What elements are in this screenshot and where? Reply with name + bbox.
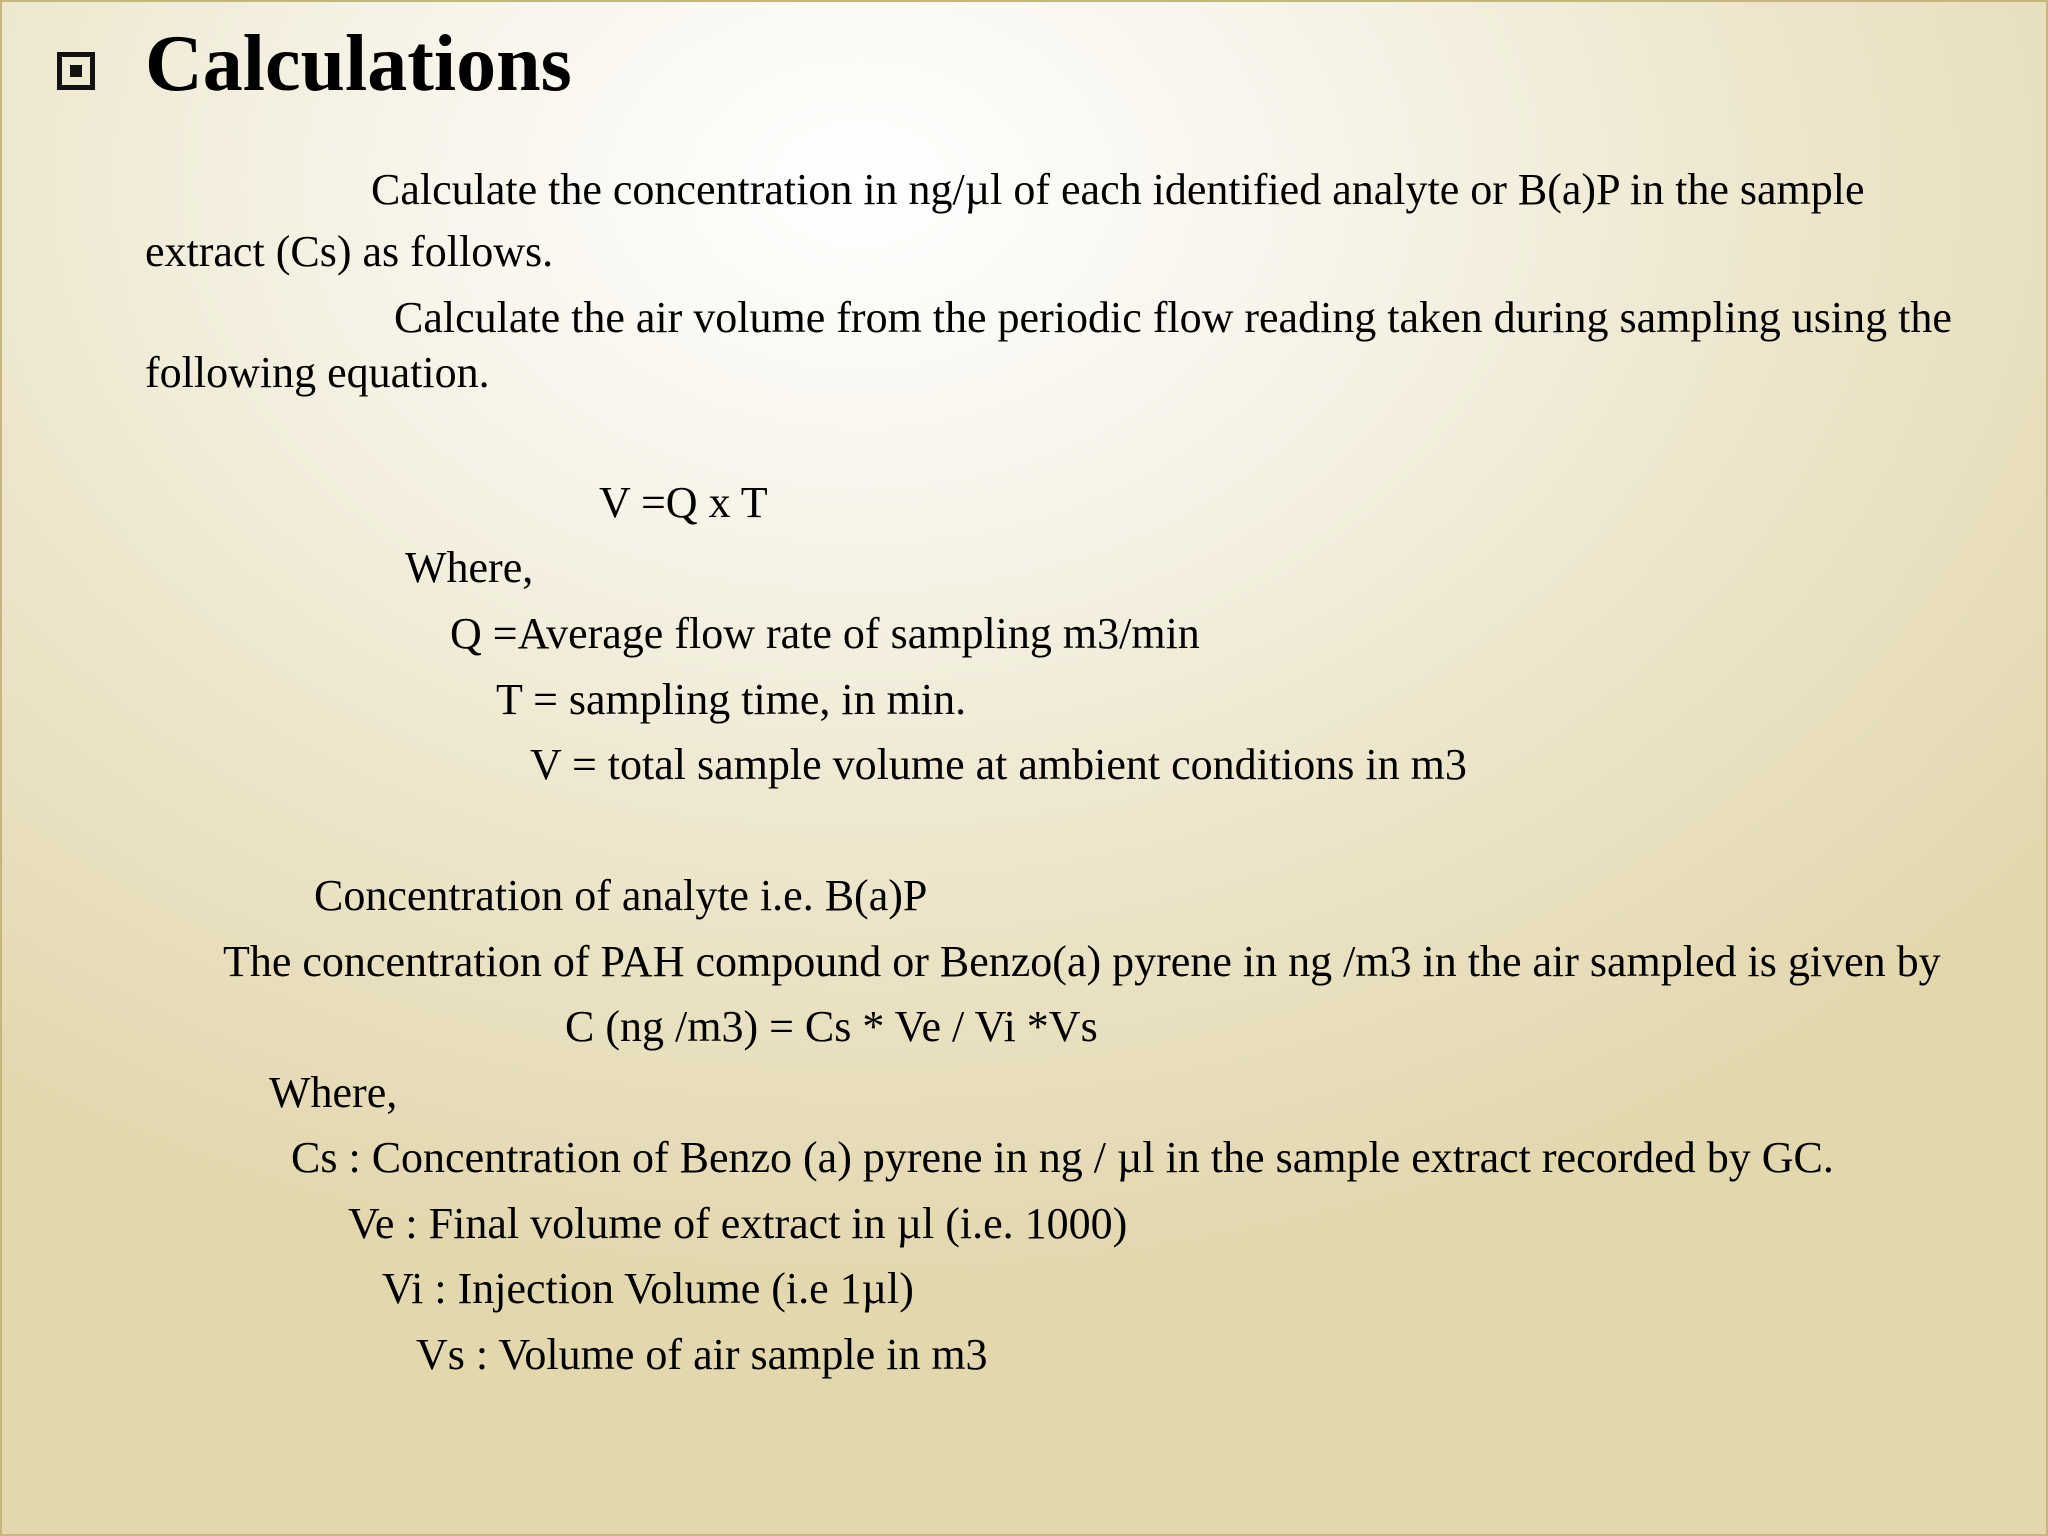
ve-definition: Ve : Final volume of extract in µl (i.e. 1000) <box>348 1199 1128 1248</box>
volume-q-definition: Q =Average flow rate of sampling m3/min <box>450 609 1200 658</box>
volume-v-definition: V = total sample volume at ambient conditions in m3 <box>530 740 1467 789</box>
volume-t-definition: T = sampling time, in min. <box>496 675 967 724</box>
vs-definition: Vs : Volume of air sample in m3 <box>416 1330 988 1379</box>
concentration-heading: Concentration of analyte i.e. B(a)P <box>314 871 928 920</box>
volume-where: Where, <box>405 543 534 592</box>
intro-line-3: Calculate the air volume from the periodic flow reading taken during sampling using the <box>394 293 1952 342</box>
concentration-where: Where, <box>269 1068 398 1117</box>
slide-title: Calculations <box>145 20 572 108</box>
volume-equation: V =Q x T <box>599 478 768 527</box>
intro-line-1: Calculate the concentration in ng/µl of each identified analyte or B(a)P in the sample <box>371 165 1865 214</box>
square-bullet-icon <box>57 52 95 90</box>
intro-line-2: extract (Cs) as follows. <box>145 227 554 276</box>
concentration-equation: C (ng /m3) = Cs * Ve / Vi *Vs <box>565 1002 1098 1051</box>
cs-definition: Cs : Concentration of Benzo (a) pyrene in ng / µl in the sample extract recorded by GC. <box>291 1133 1834 1182</box>
intro-line-4: following equation. <box>145 348 490 397</box>
vi-definition: Vi : Injection Volume (i.e 1µl) <box>382 1264 914 1313</box>
concentration-description: The concentration of PAH compound or Benzo(a) pyrene in ng /m3 in the air sampled is given by <box>223 937 1941 986</box>
